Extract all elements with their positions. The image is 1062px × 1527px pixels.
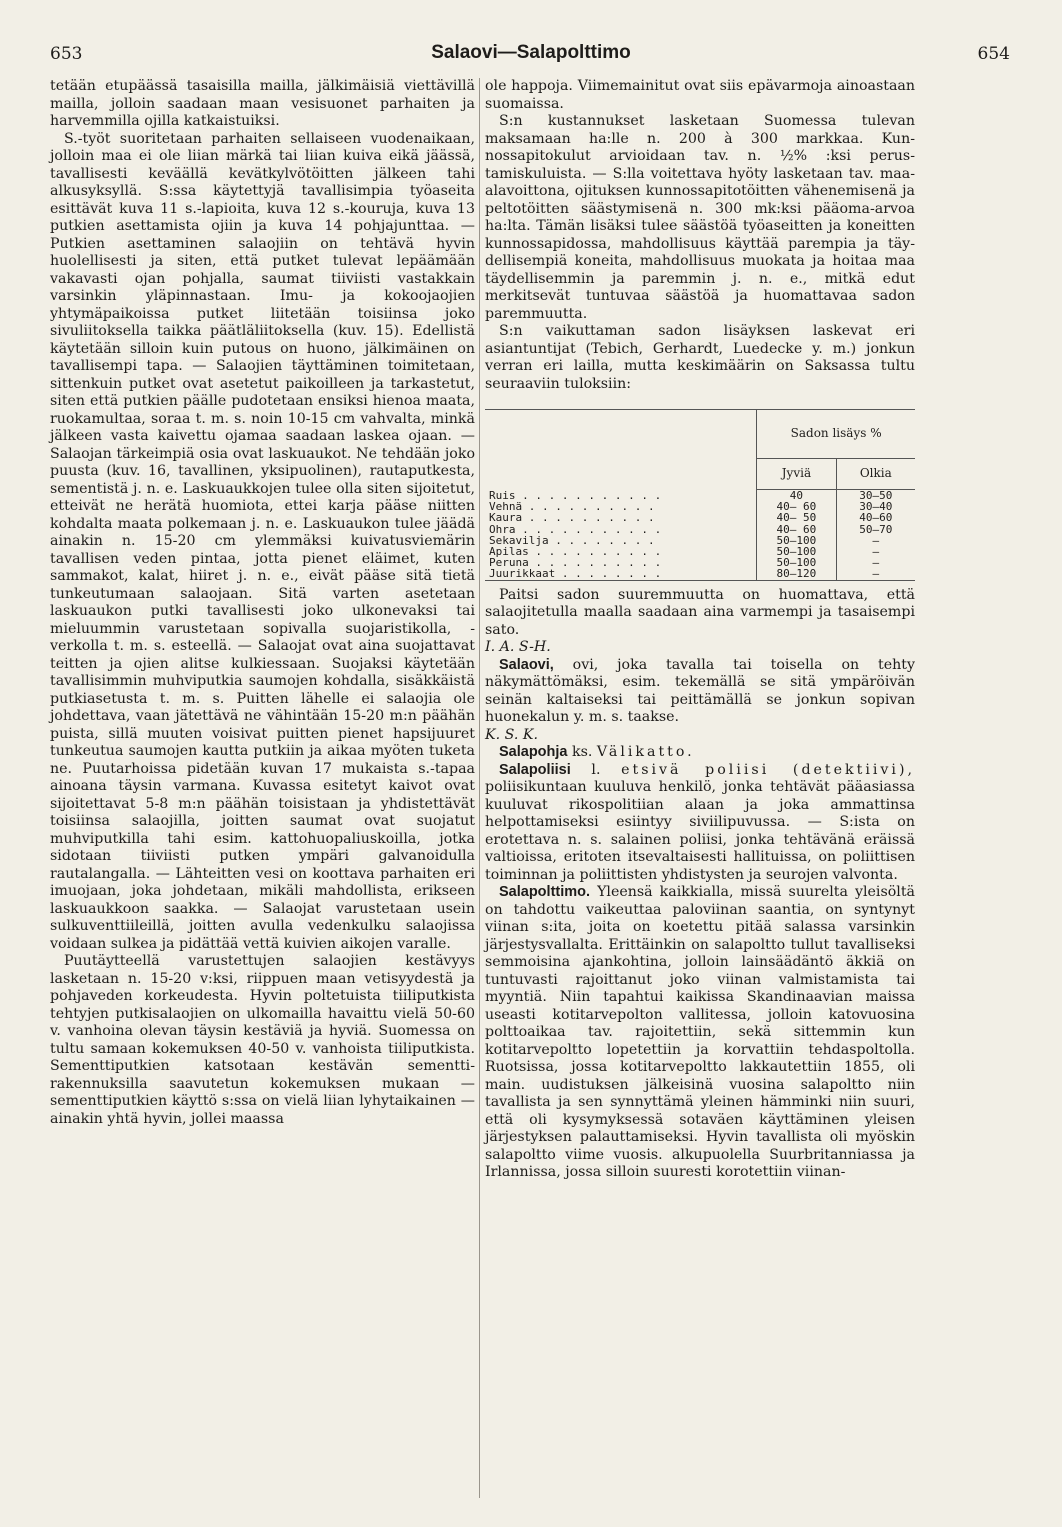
entry-text: poliisikuntaan kuuluva henkilö, jonka tehtävät pääasiassa kuuluvat rikospolitiian alaan ja joka ammattinsa helpottamiseksi esiintyy siviilipuvussa. — S:ista on erotettava n. s. salainen poliisi, jonka tehtävänä eräissä valtioissa, eritoten itsevaltaisesti hallituissa, on poliittisen toiminnan ja poliittisten yhdistysten ja seurojen valvonta. [485,779,915,883]
right-column [485,78,915,1182]
page-number-right: 654 [977,44,1010,64]
column-header-straw: Olkia [836,459,915,490]
running-title: Salaovi—Salapolttimo [431,42,631,63]
entry-headword: Salapoliisi [499,761,571,778]
grain-increase: 50—100 [757,557,836,568]
paragraph: S.-työt suoritetaan parhaiten sellaiseen vuodenaikaan, jolloin maa ei ole liian märkä tai liian kuiva eikä jäässä, tavallisesti keväällä kevätkylvötöitten jälkeen tahi alkusyksyllä. S:ssa käytettyjä tavallisimpia työaseita esittävät kuva 11 s.-lapioita, kuva 12 s.-kouruja, kuva 13 putkien asettamista ojiin ja kuva 14 pohjajunttaa. — Putkien asettaminen salaojiin on tehtävä hyvin huolellisesti ja siten, että putket tulevat lepäämään vakavasti ojan pohjalla, saumat tiiviisti vastakkain varsinkin yläpinnastaan. Imu- ja kokoojaojien yhtymäpaikoissa putket liitetään toisiinsa joko sivuliitoksella taikka päätläliitoksella (kuv. 15). Edellistä käytetään silloin kuin putous on huono, jälkimäinen on tavallisempi tapa. — Salaojien täyttäminen toimitetaan, sittenkuin putket ovat asetetut paikoilleen ja tarkastetut, siten että putkien päälle pudotetaan ensiksi hienoa maata, ruokamultaa, soraa t. m. s. noin 10-15 cm vahvalta, minkä jälkeen vasta kaivettu ojamaa saadaan laskea ojaan. — Salaojan tärkeimpiä osia ovat laskuaukot. Ne tehdään joko puusta (kuv. 16, tavallinen, yksipuolinen), rautaputkesta, sementistä j. n. e. Laskuaukkojen tulee olla siten sijoitetut, etteivät ne herätä huomiota, ettei karja pääse niitten kohdalta maata polkemaan j. n. e. Laskuaukon tulee jäädä ainakin n. 15-20 cm ylemmäksi kuivatusviemärin tavallisen veden pintaa, jotta pienet eläimet, kuten sammakot, kalat, hiiret j. n. e., eivät pääse sitä tietä tunkeutumaan salaojaan. Sitä varten asetetaan laskuaukon putki tavallisesti joko ulkonevaksi tai mieluummin varustetaan sopivalla suojaristikolla, -verkolla t. m. s. esteellä. — Salaojat ovat aina suojattavat teitten ja ojien alitse kulkiessaan. Suojaksi käytetään tavallisimmin muhviputkia saumojen kohdalla, sisäkkäistä putkiasetusta t. m. s. Puitten lähelle ei salaojia ole johdettava, vaan jätettävä ne vähintään 15-20 m:n päähän puista, sillä muuten voisivat puitten pienet hapsijuuret tunkeutua saumojen kautta putkiin ja aikaa myöten tuketa ne. Puutarhoissa pidetään kuvan 17 mukaista s.-tapaa ainoana täysin varmana. Kuvassa esitetyt kaivot ovat sijoitettavat 5-8 m:n päähän toisistaan ja yhdistettävät toisiinsa salaojilla, joitten saumat ovat suojatut muhviputkilla tahi esim. kattohuopaliuskoilla, jotka sidotaan tiiviisti putken ympäri galvanoidulla rautalangalla. — Lähteitten vesi on koottava parhaiten eri imuojaan, joka johdetaan, mikäli mahdollista, erikseen laskuaukkoon saakka. — Salaojat varustetaan usein sulkuventtiileillä, joitten avulla vedenkulku salaojissa voidaan sulkea ja pidättää vettä kuivien aikojen varalle. [50,130,475,952]
paragraph: Paitsi sadon suuremmuutta on huomattava, että salaojitetulla maalla saadaan aina varmempi ja tasaisempi sato. [485,586,915,638]
straw-increase: — [836,546,915,557]
grain-increase: 40— 50 [757,512,836,523]
crop-name: Ruis . . . . . . . . . . . [489,488,662,502]
entry-salaovi [485,657,915,727]
crop-name: Apilas . . . . . . . . . . [489,545,662,559]
column-header-grain: Jyviä [757,459,836,490]
grain-increase: 40— 60 [757,524,836,535]
entry-headword: Salaovi, [499,656,554,673]
entry-text: Yleensä kaikkialla, missä suurelta yleisöltä on tahdottu vaikeuttaa paloviinan saantia, on syntynyt viinan s:ita, joita on koetettu pitää salassa varsinkin järjestysvallalta. Erittäinkin on salapoltto tullut tavalliseksi semmoisina ajankohtina, jolloin lainsäädäntö äkkiä on tuntuvasti rajoittanut joko viinan valmistamista tai myyntiä. Niin tapahtui kaikissa Skandinaavian maissa useasti kotitarvepolton vallitessa, jolloin katovuosina polttoaikaa tav. rajoitettiin, sekä sittemmin kun kotitarvepoltto lopetettiin ja korvattiin tehdaspoltolla. Ruotsissa, jossa kotitarvepoltto lakkautettiin 1855, oli main. uudistuksen jälkeisinä vuosina salapoltto niin tavallista ja sen synnyttämä yleinen hämminki niin suuri, että oli kysymyksessä sotaväen käyttäminen yleisen järjestyksen palauttamiseksi. Hyvin tavallista oli myöskin salapoltto viime vuosis. alkupuolella Suurbritanniassa ja Irlannissa, jossa silloin suuresti korotettiin viinan- [485,884,915,1181]
crop-name: Vehnä . . . . . . . . . . [489,500,655,514]
straw-increase: 30—50 [836,490,915,502]
entry-salapoliisi [485,762,915,885]
straw-increase: — [836,535,915,546]
paragraph: Puutäytteellä varustettujen salaojien kestävyys lasketaan n. 15-20 v:ksi, riippuen maan vetisyydestä ja pohjaveden korkeudesta. Hyvin poltetuista tiiliputkista tehtyjen putkisalaojien on ulkomailla havaittu vielä 50-60 v. vanhoina olevan täysin kestäviä ja hyviä. Suomessa on tultu samaan kokemuksen 40-50 v. vanhoista tiiliputkista. Sementtiputkien katsotaan kestävän sementtirakennuksilla saavutetun kokemuksen mukaan — sementtiputkien käyttö s:ssa on vielä liian lyhytaikainen — ainakin yhtä hyvin, jollei maassa [50,953,475,1127]
column-divider [479,78,480,1498]
entry-headword: Salapohja [499,744,568,761]
straw-increase: 40—60 [836,512,915,523]
crop-name: Peruna . . . . . . . . . . [489,556,662,570]
straw-increase: — [836,557,915,568]
author-signature: I. A. S-H. [485,639,551,656]
entry-spaced-term: etsivä poliisi (detektiivi), [621,761,915,778]
crop-name: Juurikkaat . . . . . . . . [489,567,662,581]
table-group-header: Sadon lisäys % [757,410,915,459]
straw-increase: 30—40 [836,501,915,512]
paragraph: S:n vaikuttaman sadon lisäyksen laskevat eri asiantuntijat (Tebich, Gerhardt, Luedecke y. m.) jonkun verran eri lailla, mutta keskimäärin on Saksassa tultu seuraaviin tuloksiin: [485,323,915,392]
crop-name: Ohra . . . . . . . . . . . [489,522,662,536]
table-row [485,512,915,523]
entry-headword: Salapolttimo. [499,884,591,901]
straw-increase: — [836,568,915,579]
grain-increase: 50—100 [757,546,836,557]
yield-table [485,409,915,581]
cross-reference: Välikatto. [596,744,695,761]
entry-text: ovi, joka tavalla tai toisella on tehty näkymättömäksi, esim. tekemällä se sitä ympäröivän seinän kaltaiseksi tai peittämällä se jonkun sopivan huonekalun y. m. s. taakse. [485,656,915,726]
left-column [50,78,475,1128]
straw-increase: 50—70 [836,524,915,535]
paragraph: ole happoja. Viimemainitut ovat siis epävarmoja ainoastaan suomaissa. [485,78,915,112]
grain-increase: 50—100 [757,535,836,546]
entry-text: ks. [567,744,597,761]
paragraph: tetään etupäässä tasaisilla mailla, jälkimäisiä viettävillä mailla, jolloin saadaan maan vesisuonet parhaiten ja harvemmilla ojilla katkaistuiksi. [50,78,475,129]
table-row [485,568,915,579]
crop-name: Sekavilja . . . . . . . . [489,533,655,547]
page-number-left: 653 [50,44,83,64]
entry-salapohja [485,744,915,762]
grain-increase: 80—120 [757,568,836,579]
crop-name: Kaura . . . . . . . . . . [489,511,655,525]
author-signature: K. S. K. [485,726,538,743]
paragraph: S:n kustannukset lasketaan Suomessa tulevan maksamaan ha:lle n. 200 à 300 markkaa. Kunnossapitokulut arvioidaan tav. n. ½% :ksi perustamiskuluista. — S:lla voitettava hyöty lasketaan tav. maa-alavoittona, ojituksen kunnossapitotöitten vähenemisenä ja peltotöitten säästymisenä n. 300 mk:ksi pääoma-arvoa ha:lta. Tämän lisäksi tulee säästöä työaseitten ja koneitten kunnossapidossa, mahdollisuus käyttää parempia ja täydellisempiä koneita, mahdollisuus muokata ja hoitaa maa täydellisemmin ja paremmin j. n. e., mitkä edut merkitsevät tuntuvaa säästöä ja huomattavaa sadon paremmuutta. [485,113,915,322]
entry-text: l. [570,761,622,778]
grain-increase: 40— 60 [757,501,836,512]
grain-increase: 40 [757,490,836,502]
entry-salapolttimo [485,884,915,1182]
